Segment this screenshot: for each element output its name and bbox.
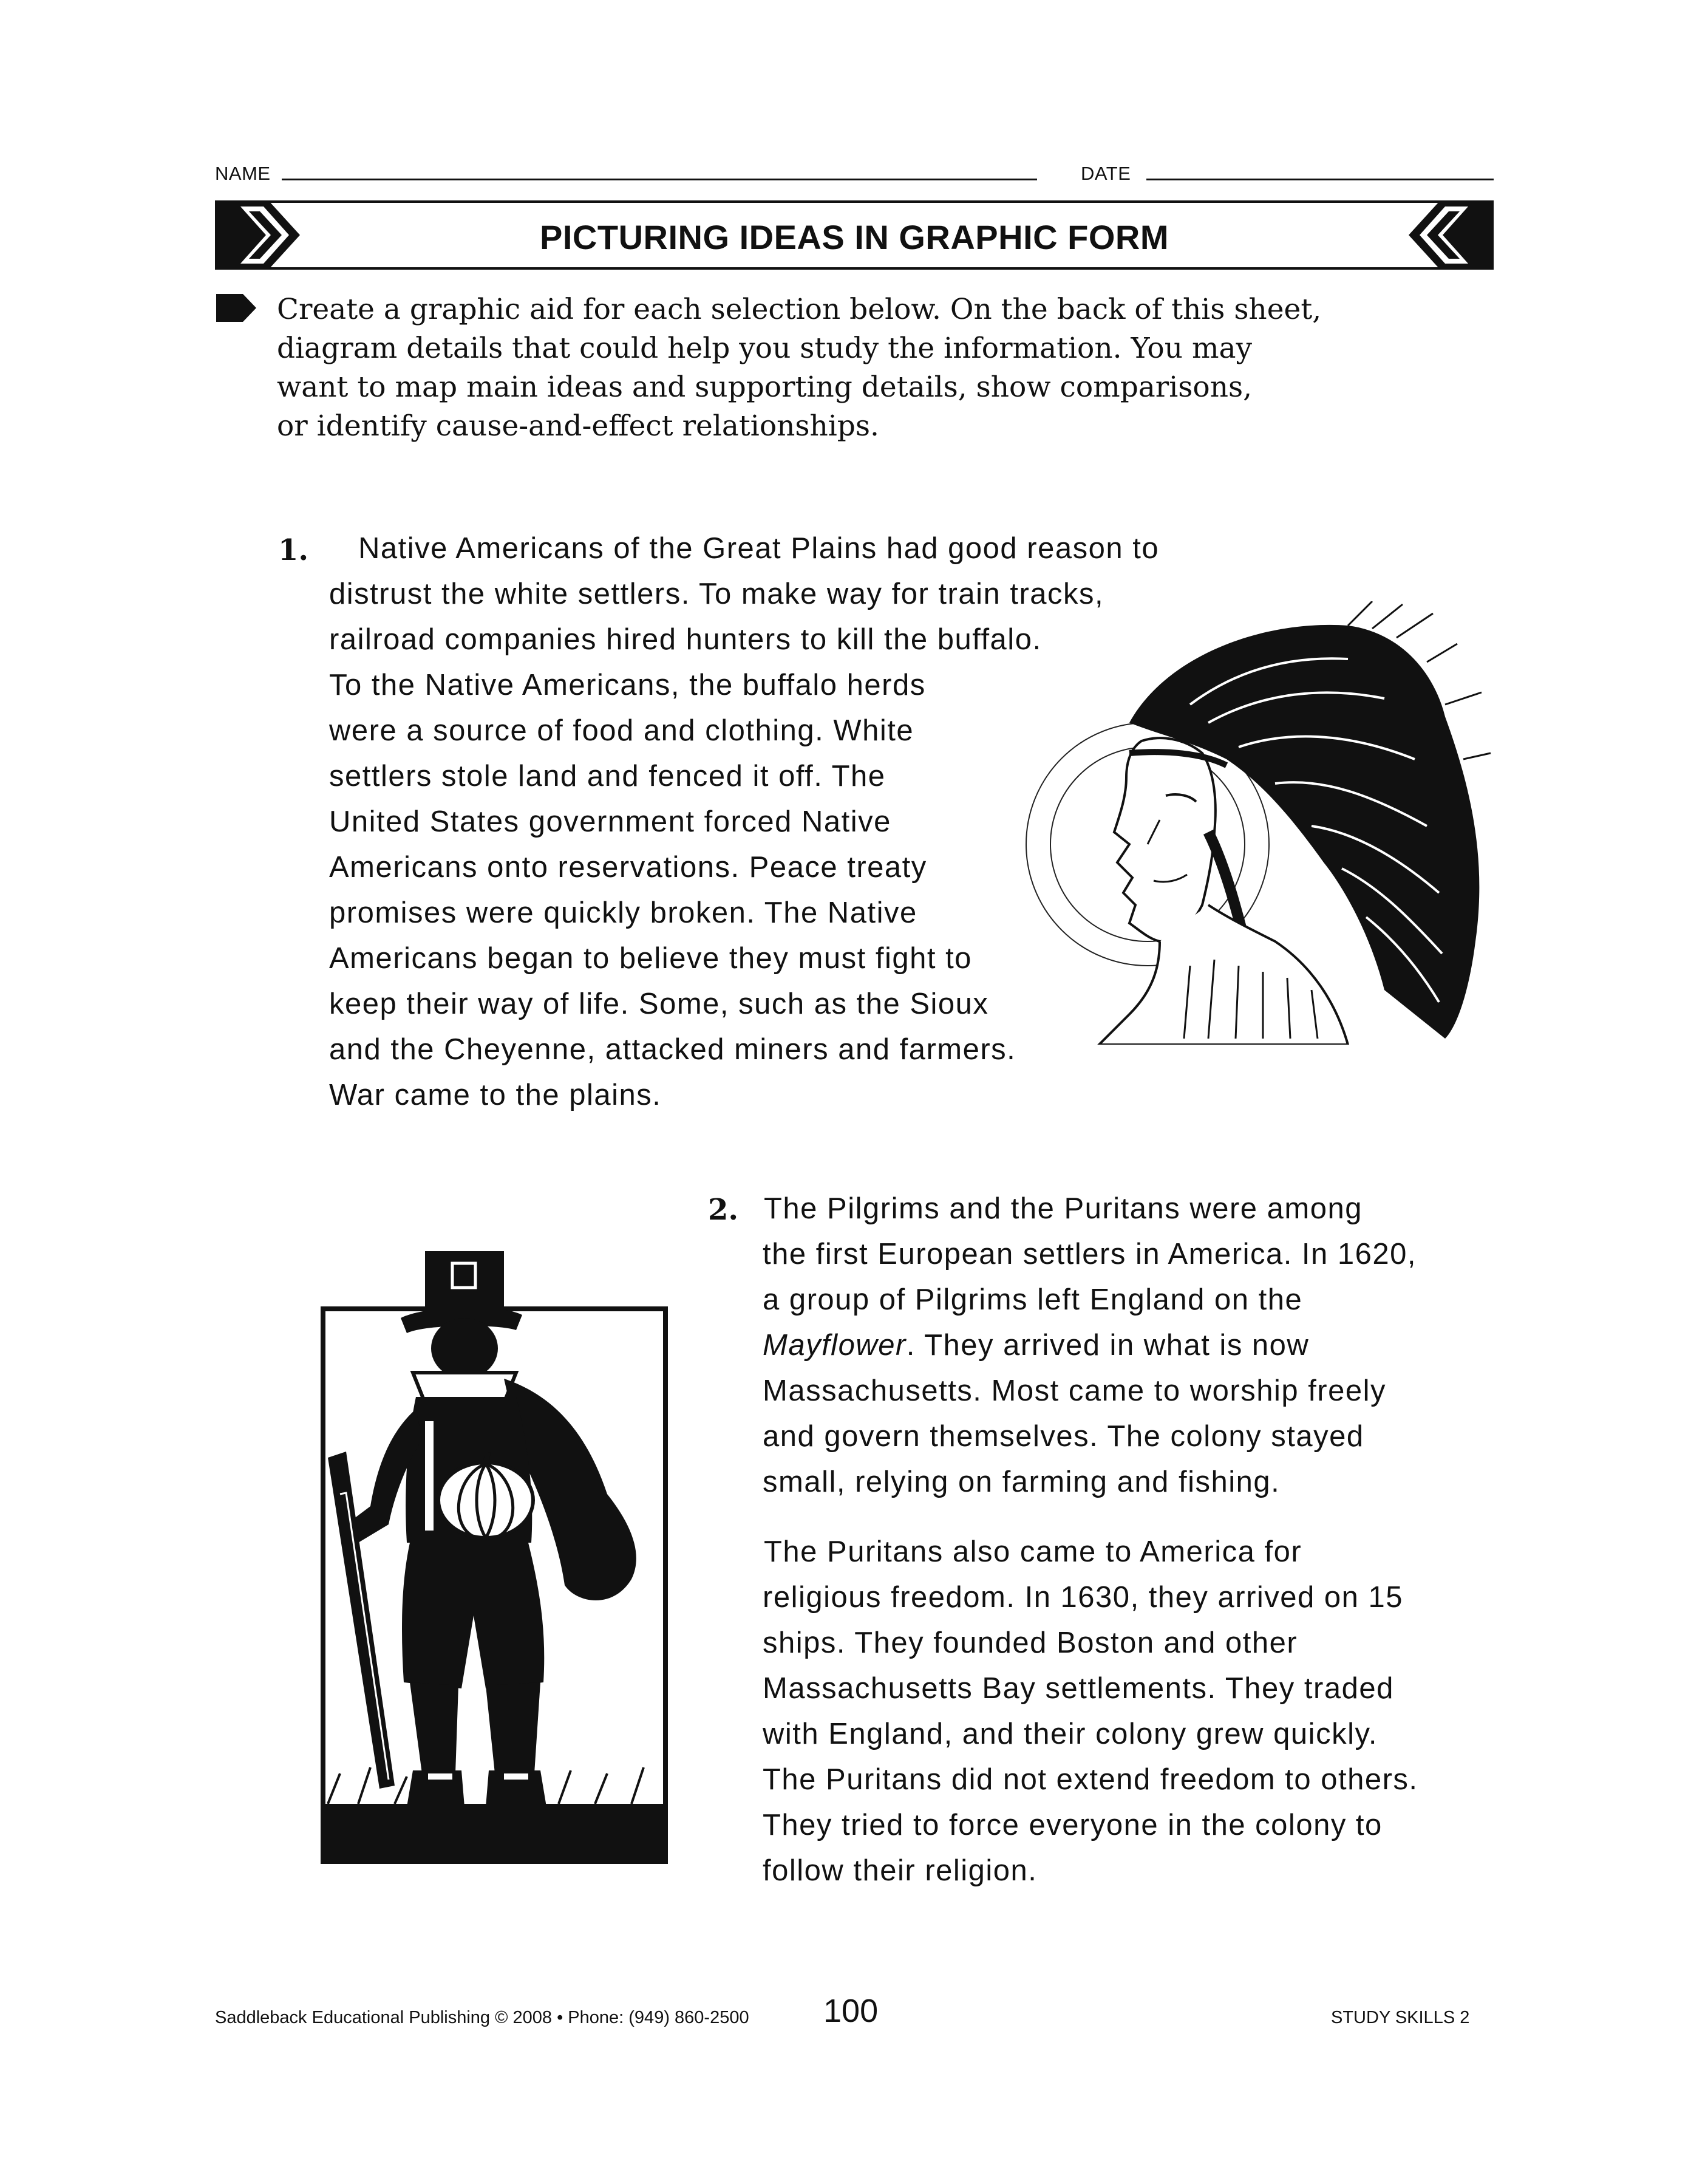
selection-2-line: They tried to force everyone in the colony to (763, 1809, 1383, 1841)
page-title: PICTURING IDEAS IN GRAPHIC FORM (540, 218, 1169, 256)
selection-1-line: were a source of food and clothing. White (329, 714, 914, 747)
selection-1-line: Americans onto reservations. Peace treaty (329, 851, 927, 884)
native-american-chief-illustration (1008, 601, 1494, 1045)
selection-1-line: settlers stole land and fenced it off. The (329, 760, 886, 793)
selection-2-line: The Puritans did not extend freedom to others. (763, 1763, 1418, 1796)
selection-2-line: ships. They founded Boston and other (763, 1626, 1298, 1659)
footer-publisher: Saddleback Educational Publishing © 2008 • Phone: (949) 860-2500 (215, 2008, 749, 2027)
selection-1-line: keep their way of life. Some, such as the Sioux (329, 988, 989, 1020)
footer-series: STUDY SKILLS 2 (1331, 2008, 1470, 2027)
selection-2-line: religious freedom. In 1630, they arrived on 15 (763, 1581, 1404, 1614)
selection-1-line: Native Americans of the Great Plains had good reason to (358, 532, 1160, 565)
selection-1-line: promises were quickly broken. The Native (329, 896, 917, 929)
instructions-line: want to map main ideas and supporting details, show comparisons, (277, 370, 1253, 404)
instructions-line: or identify cause-and-effect relationships. (277, 409, 879, 443)
selection-1-line: War came to the plains. (329, 1079, 662, 1111)
selection-1-line: distrust the white settlers. To make way for train tracks, (329, 578, 1104, 610)
selection-2-number: 2. (708, 1193, 739, 1227)
name-label: NAME (215, 163, 271, 184)
selection-2-line: the first European settlers in America. In 1620, (763, 1238, 1417, 1271)
arrow-bullet-icon (215, 293, 257, 323)
selection-1-line: and the Cheyenne, attacked miners and farmers. (329, 1033, 1016, 1066)
selection-2-line: a group of Pilgrims left England on the (763, 1283, 1303, 1316)
date-field[interactable] (1146, 179, 1494, 180)
selection-2-line: The Pilgrims and the Puritans were among (764, 1192, 1363, 1225)
selection-1-line: United States government forced Native (329, 805, 891, 838)
date-label: DATE (1081, 163, 1131, 184)
selection-2-line: with England, and their colony grew quickly. (763, 1718, 1378, 1750)
pilgrim-silhouette-illustration (304, 1239, 723, 1865)
selection-1-line: Americans began to believe they must fight to (329, 942, 972, 975)
instructions (277, 290, 1479, 446)
selection-1-line: railroad companies hired hunters to kill the buffalo. (329, 623, 1042, 656)
selection-2-line (763, 1323, 1552, 1368)
selection-2-line-rest: . They arrived in what is now (906, 1329, 1310, 1362)
instructions-line: Create a graphic aid for each selection below. On the back of this sheet, (277, 293, 1322, 326)
selection-1-number: 1. (278, 533, 309, 567)
selection-2-line: small, relying on farming and fishing. (763, 1466, 1281, 1498)
selection-2-paragraph-2 (763, 1575, 1552, 1894)
selection-2-line: Massachusetts Bay settlements. They traded (763, 1672, 1394, 1705)
selection-2-line: and govern themselves. The colony stayed (763, 1420, 1364, 1453)
mayflower-ship-name: Mayflower (763, 1329, 907, 1362)
selection-1-line: To the Native Americans, the buffalo herds (329, 669, 926, 701)
selection-2-line: The Puritans also came to America for (764, 1535, 1302, 1568)
selection-2-line: Massachusetts. Most came to worship freely (763, 1374, 1387, 1407)
instructions-line: diagram details that could help you study the information. You may (277, 332, 1253, 365)
title-banner (215, 200, 1494, 270)
selection-2-paragraph-1 (763, 1232, 1552, 1505)
selection-2-line: follow their religion. (763, 1854, 1038, 1887)
name-field[interactable] (282, 179, 1037, 180)
page-number: 100 (823, 1993, 879, 2029)
